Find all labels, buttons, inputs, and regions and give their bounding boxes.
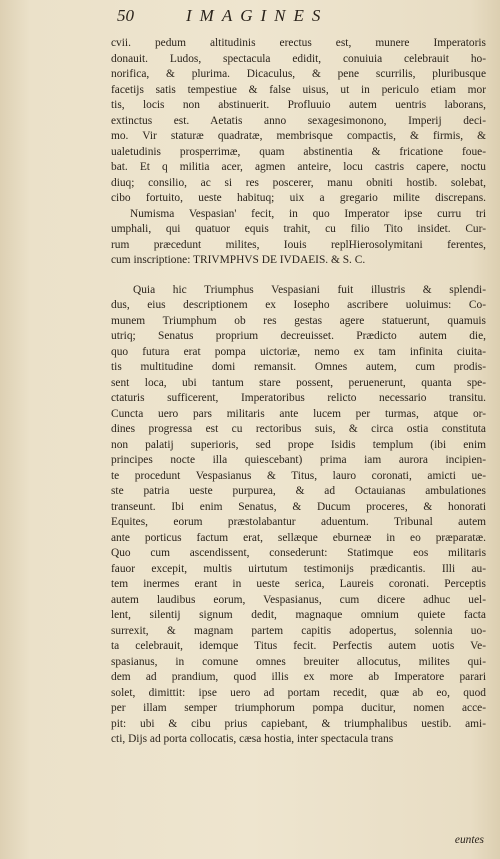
text-line: Quo cum ascendissent, consederunt: Statimque eos militaris	[111, 547, 486, 559]
text-line: spasianus, in comune omnes breuiter allocutus, milites qui-	[111, 655, 486, 668]
text-line: facetijs satis tempestiue & false uisus, ut in periculo etiam mor	[111, 83, 486, 96]
text-line: mo. Vir staturæ quadratæ, membrisque compactis, & firmis, &	[111, 130, 486, 142]
paragraph-1	[111, 36, 486, 269]
text-line: ste patria ueste purpurea, & ad Octauianas ambulationes	[111, 485, 486, 497]
text-line: sent loca, ubi tantum stare possent, peruenerunt, quanta spe-	[111, 376, 486, 389]
text-line: cibo fortuito, ueste habituq; uix a gregario milite discrepans.	[111, 192, 486, 204]
catchword: euntes	[454, 834, 484, 846]
text-line: cvii. pedum altitudinis erectus est, munere Imperatoris	[111, 37, 486, 49]
text-line: tis multitudine domi remansit. Omnes autem, cum prodis-	[111, 361, 486, 373]
text-line: cum inscriptione: TRIVMPHVS DE IVDAEIS. & S. C.	[111, 254, 366, 266]
text-line: dines progressa est cu rectoribus suis, & circa ostia constituta	[111, 423, 486, 435]
body-text	[111, 36, 486, 748]
text-line: Numisma Vespasian' fecit, in quo Imperator ipse curru tri	[130, 207, 486, 220]
text-line: autem laudibus eorum, Vespasianus, cum dicere adhuc uel-	[111, 593, 486, 606]
text-line: cti, Dijs ad porta collocatis, cæsa hostia, inter spectacula trans	[111, 733, 394, 745]
folio-number: 50	[117, 6, 134, 25]
text-line: per illam semper triumphorum pompa ducitur, nomen acce-	[111, 702, 486, 714]
text-line: ualetudinis prosperrimæ, quam abstinentia & fricatione foue-	[111, 145, 486, 158]
text-line: solet, dimittit: ipse uero ad portam recedit, quæ ab eo, quod	[111, 686, 486, 699]
text-line: non palatij superioris, sed prope Isidis templum (ibi enim	[111, 438, 486, 451]
paragraph-gap	[111, 269, 486, 283]
text-line: ta celebrauit, idemque Titus fecit. Perfectis autem uotis Ve-	[111, 640, 486, 652]
text-line: Quia hic Triumphus Vespasiani fuit illustris & splendi-	[133, 283, 486, 296]
text-line: donauit. Ludos, spectacula edidit, conuiuia celebrauit ho-	[111, 52, 486, 65]
text-line: tis, locis non abstinuerit. Profluuio autem uentris laborans,	[111, 99, 486, 111]
text-line: fauor excepit, multis uirtutum testimonijs prædicantis. Illi au-	[111, 562, 486, 575]
text-line: dus, eius descriptionem ex Iosepho ascribere uoluimus: Co-	[111, 299, 486, 311]
text-line: munem Triumphum ob res gestas agere statuerunt, quamuis	[111, 314, 486, 327]
paragraph-2	[111, 283, 486, 748]
text-line: te procedunt Vespasianus & Titus, lauro coronati, amicti ue-	[111, 469, 486, 482]
page-header	[118, 8, 418, 30]
running-title: IMAGINES	[186, 6, 329, 25]
text-line: lent, silentij signum dedit, magnaque omnium quiete facta	[111, 609, 486, 621]
text-line: pit: ubi & cibu prius capiebant, & triumphalibus uestib. ami-	[111, 717, 486, 730]
text-line: dem ad prandium, quod illis ex more ab Imperatore parari	[111, 671, 486, 683]
text-line: utriq; Senatus proprium decreuisset. Prædicto autem die,	[111, 330, 486, 342]
text-line: tem inermes erant in ueste serica, Laureis coronati. Perceptis	[111, 578, 486, 590]
text-line: ante porticus factum erat, sellæque eburneæ in eo præparatæ.	[111, 531, 486, 544]
text-line: principes nocte illa quiescebant) prima iam aurora incipien-	[111, 454, 486, 466]
text-line: rum præcedunt milites, Iouis replHierosolymitani ferentes,	[111, 238, 486, 251]
text-line: norifica, & plurima. Dicaculus, & pene scurrilis, pluribusque	[111, 68, 486, 80]
text-line: Equites, eorum præstolabantur aduentum. Tribunal autem	[111, 516, 486, 528]
text-line: diuq; consilio, ac si res poscerer, manu obniti hostib. solebat,	[111, 176, 486, 189]
text-line: ctaturis sufficerent, Imperatoribus relicto necessario transitu.	[111, 392, 486, 404]
text-line: Cuncta uero pars militaris ante lucem per turmas, atque or-	[111, 407, 486, 420]
text-line: umphali, qui quatuor equis trahit, cu filio Tito insidet. Cur-	[111, 223, 486, 235]
text-line: quo futura erat pompa uictoriæ, nemo ex tam infinita ciuita-	[111, 345, 486, 358]
text-line: surrexit, & magnam partem capitis adopertus, solennia uo-	[111, 624, 486, 637]
text-line: bat. Et q militia acer, agmen anteire, locu castris capere, noctu	[111, 161, 486, 173]
text-line: transeunt. Ibi enim Senatus, & Ducum proceres, & honorati	[111, 500, 486, 513]
text-line: extinctus est. Aetatis anno sexagesimonono, Imperij deci-	[111, 114, 486, 127]
